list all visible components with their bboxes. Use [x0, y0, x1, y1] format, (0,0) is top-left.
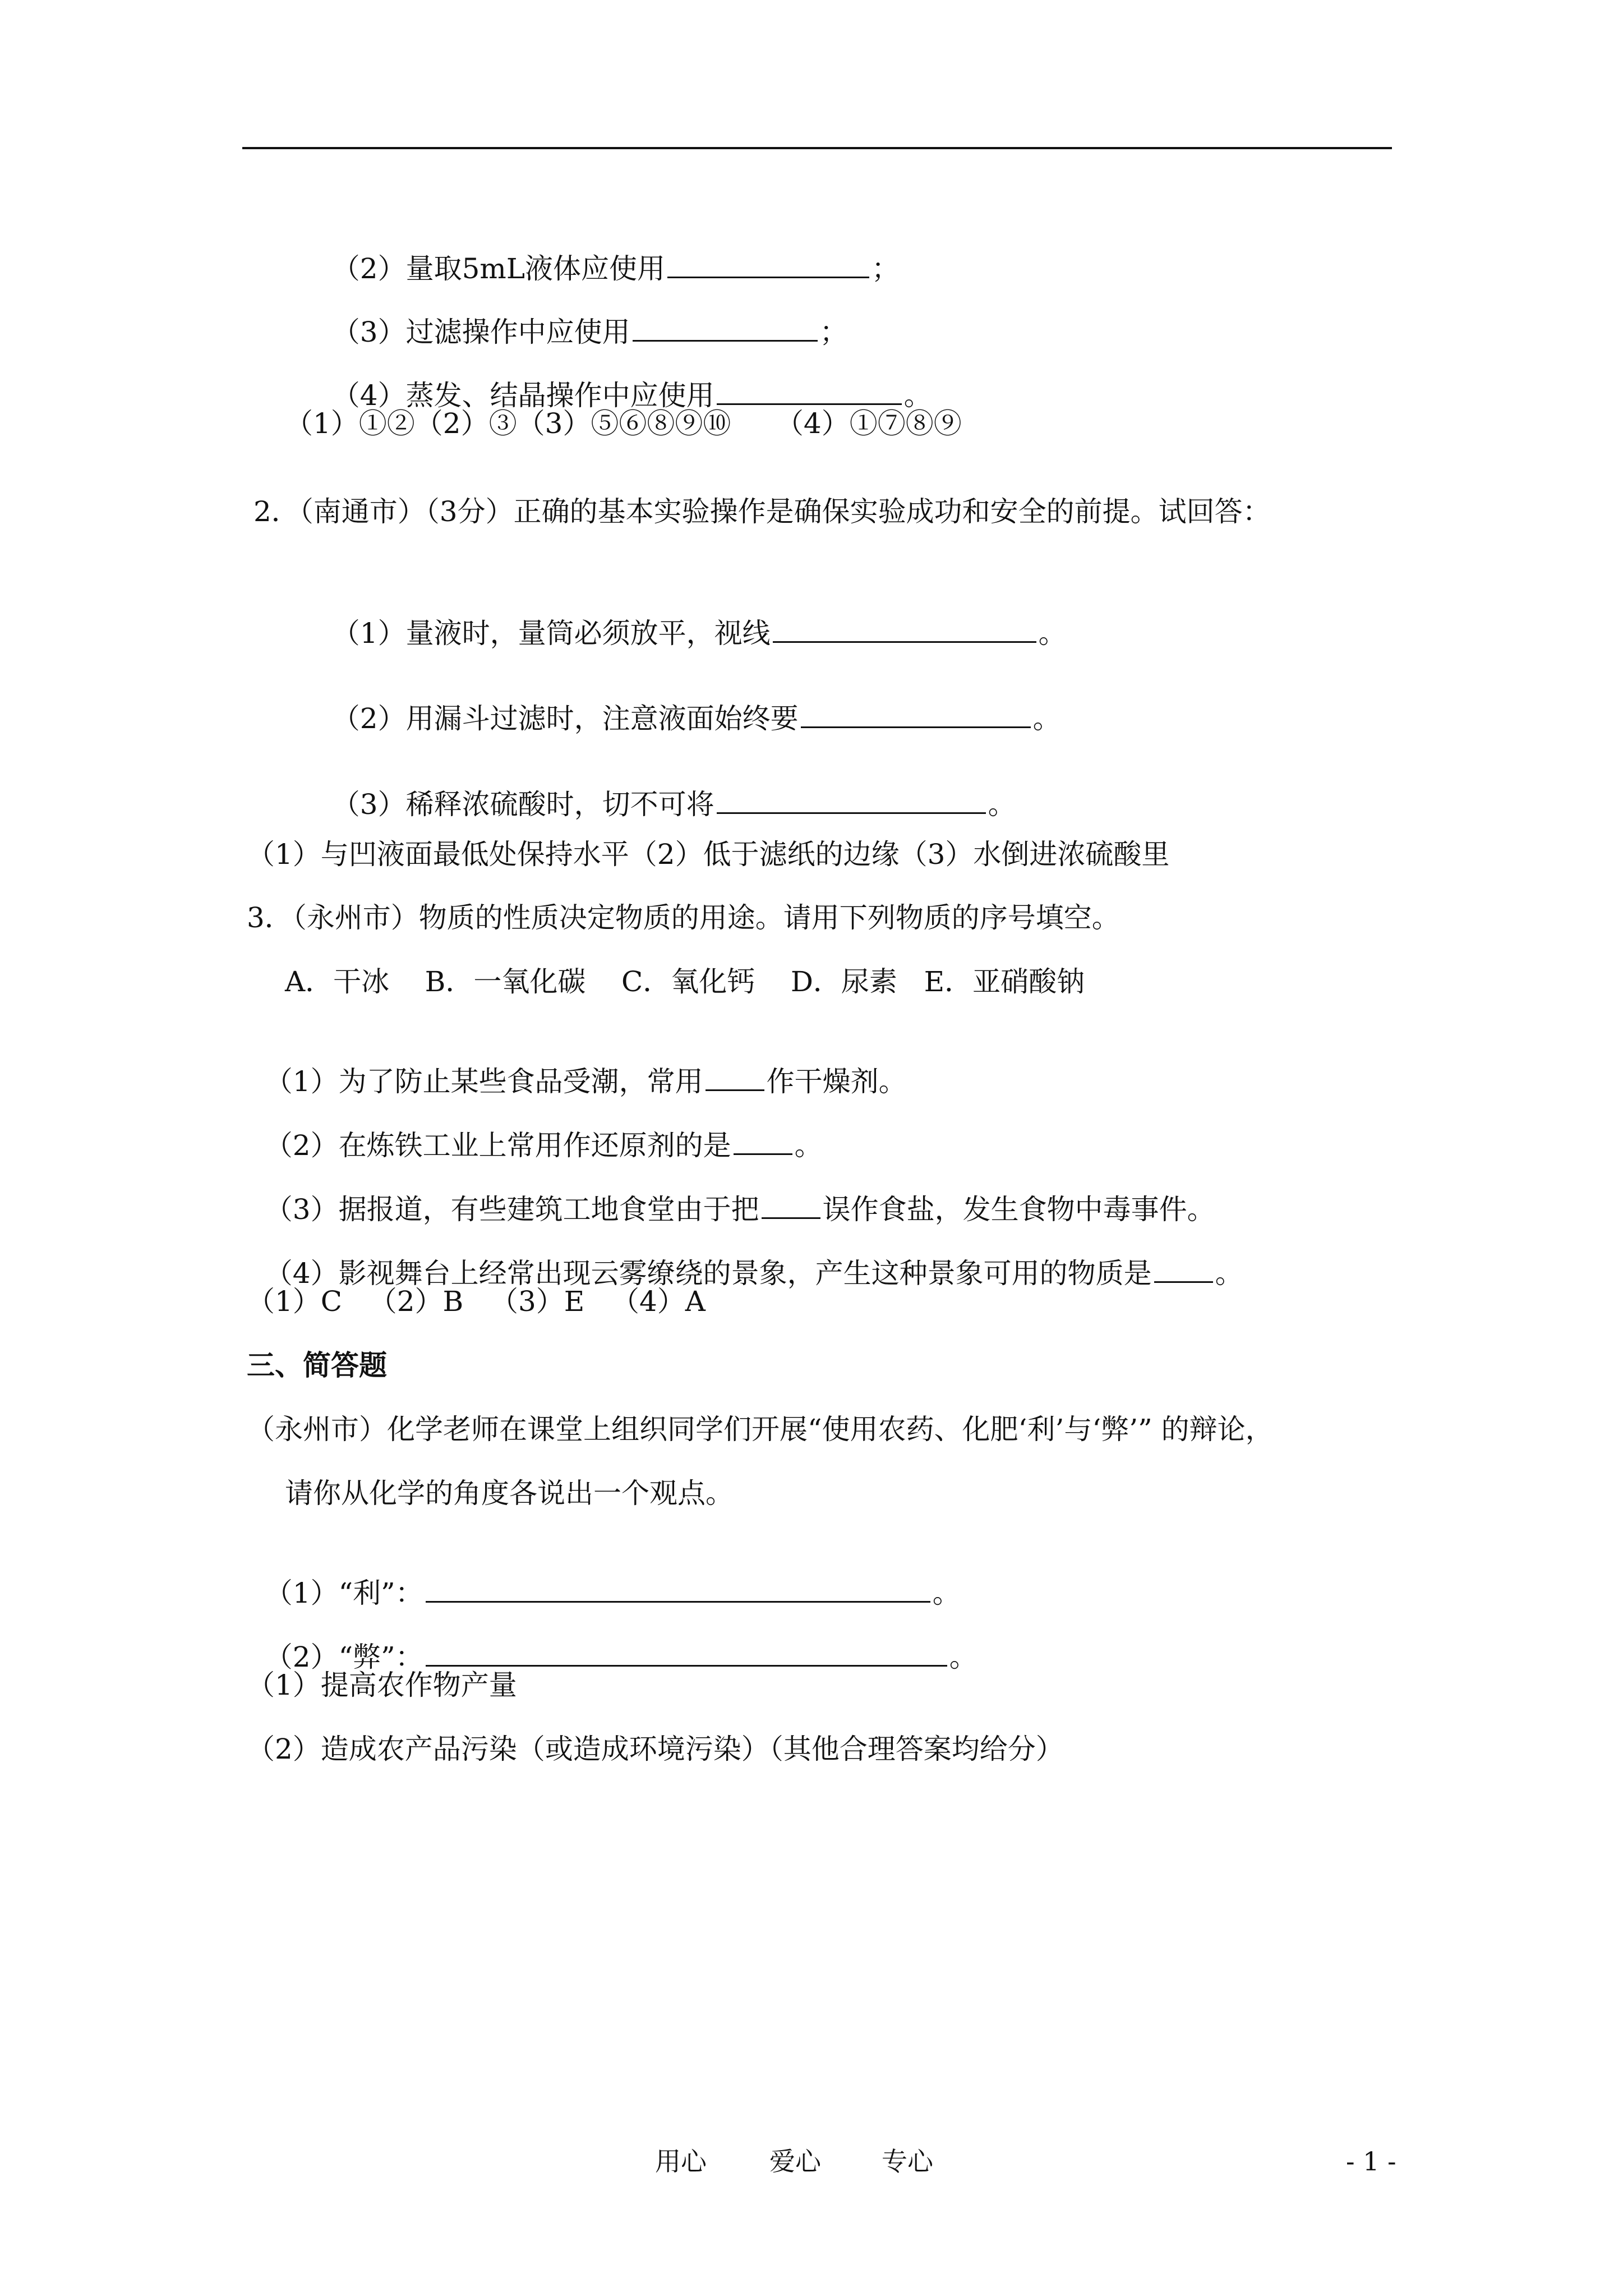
q1-item-3: （3）过滤操作中应使用 ；: [314, 279, 848, 349]
answer-blank[interactable]: [801, 700, 1031, 728]
q1-item-4: （4）蒸发、结晶操作中应使用 。: [314, 343, 932, 412]
q2-item-2: （2）用漏斗过滤时，注意液面始终要 。: [314, 666, 1061, 735]
footer-word-3: 专心: [882, 2146, 933, 2177]
section3-answer-1: （1）提高农作物产量: [247, 1669, 517, 1701]
answer-blank[interactable]: [717, 376, 902, 405]
q3-item-4: （4）影视舞台上经常出现云雾缭绕的景象，产生这种景象可用的物质是 。: [247, 1221, 1243, 1290]
q3-stem: 3．（永州市）物质的性质决定物质的用途。请用下列物质的序号填空。: [247, 901, 1120, 934]
q2-answer: （1）与凹液面最低处保持水平（2）低于滤纸的边缘（3）水倒进浓硫酸里: [247, 838, 1170, 871]
answer-blank[interactable]: [773, 614, 1036, 643]
q2-stem: 2．（南通市）（3分）正确的基本实验操作是确保实验成功和安全的前提。试回答：: [253, 495, 1271, 528]
q3-options: A．干冰 B．一氧化碳 C．氧化钙 D．尿素 E．亚硝酸钠: [285, 965, 1085, 998]
q3-item-3: （3）据报道，有些建筑工地食堂由于把 误作食盐，发生食物中毒事件。: [247, 1157, 1215, 1226]
section3-item-1: （1）“利”： 。: [247, 1540, 961, 1610]
section3-stem-line-1: （永州市）化学老师在课堂上组织同学们开展“使用农药、化肥‘利’与‘弊’” 的辩论，: [247, 1413, 1274, 1446]
answer-blank[interactable]: [762, 1190, 820, 1219]
answer-blank[interactable]: [734, 1126, 792, 1155]
answer-blank[interactable]: [426, 1638, 947, 1667]
answer-blank[interactable]: [633, 313, 818, 342]
section-heading: 三、简答题: [247, 1349, 387, 1382]
page-number: - 1 -: [1346, 2146, 1396, 2177]
answer-blank[interactable]: [426, 1574, 930, 1603]
header-rule: [242, 147, 1392, 149]
q1-item-2: （2）量取5mL液体应使用 ；: [314, 216, 900, 286]
footer-word-1: 用心: [655, 2146, 707, 2177]
section3-stem-line-2: 请你从化学的角度各说出一个观点。: [285, 1477, 734, 1510]
answer-blank[interactable]: [667, 250, 869, 278]
q2-item-1: （1）量液时，量筒必须放平，视线 。: [314, 581, 1067, 650]
answer-blank[interactable]: [706, 1062, 764, 1091]
q3-item-1: （1）为了防止某些食品受潮，常用 作干燥剂。: [247, 1029, 907, 1098]
footer-word-2: 爱心: [769, 2146, 821, 2177]
answer-blank[interactable]: [717, 785, 986, 814]
section3-item-2: （2）“弊”： 。: [247, 1604, 978, 1674]
q1-answer: （1）①②（2）③（3）⑤⑥⑧⑨⑩ （4）①⑦⑧⑨: [285, 407, 962, 440]
section3-answer-2: （2）造成农产品污染（或造成环境污染）（其他合理答案均给分）: [247, 1733, 1064, 1765]
q3-answer: （1）C （2）B （3）E （4）A: [247, 1285, 706, 1318]
q2-item-3: （3）稀释浓硫酸时，切不可将 。: [314, 752, 1016, 821]
q3-item-2: （2）在炼铁工业上常用作还原剂的是 。: [247, 1093, 823, 1162]
answer-blank[interactable]: [1154, 1254, 1213, 1283]
